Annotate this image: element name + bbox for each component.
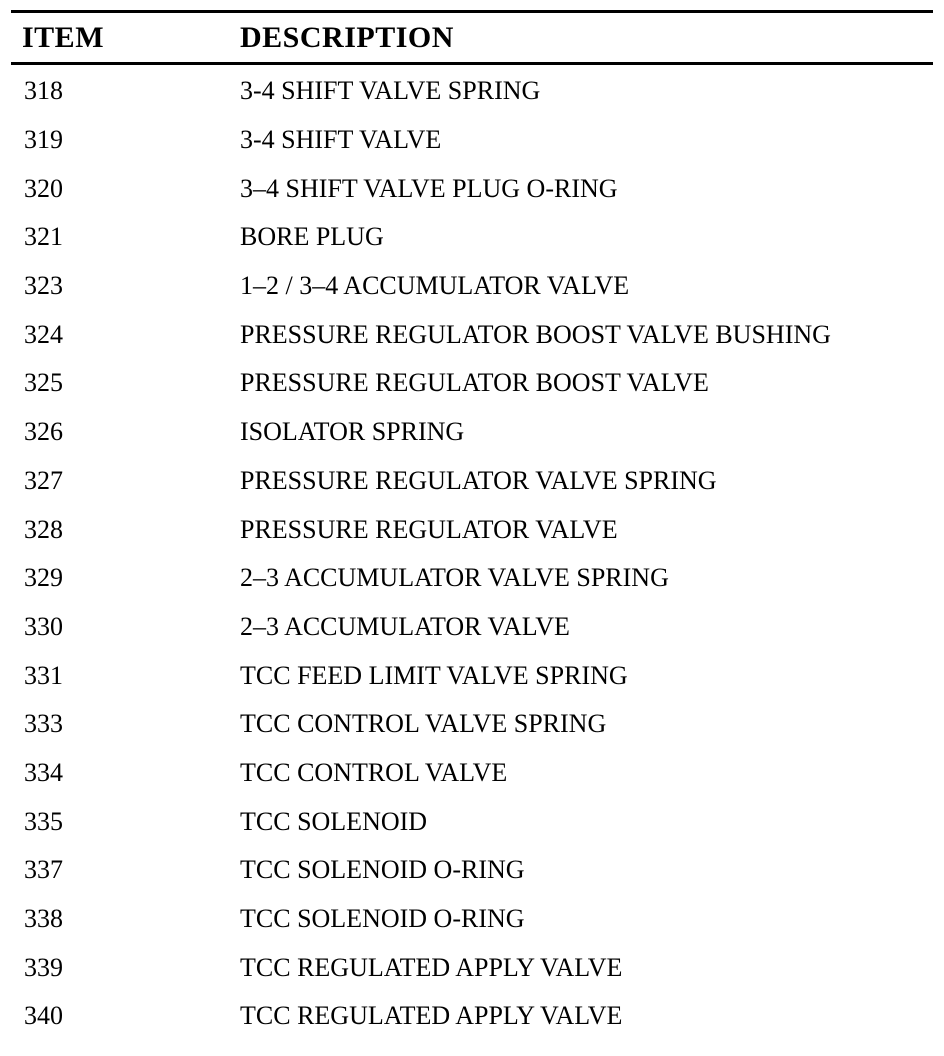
item-description: TCC REGULATED APPLY VALVE <box>240 952 623 982</box>
item-description: 3-4 SHIFT VALVE <box>240 125 442 155</box>
table-row <box>11 749 933 798</box>
table-row <box>11 992 933 1041</box>
item-description: TCC FEED LIMIT VALVE SPRING <box>240 660 628 690</box>
table-row <box>11 116 933 165</box>
item-number: 340 <box>24 1001 63 1031</box>
parts-table <box>11 10 933 1041</box>
item-number: 319 <box>24 125 63 155</box>
item-number: 331 <box>24 660 63 690</box>
table-row <box>11 213 933 262</box>
item-description: PRESSURE REGULATOR BOOST VALVE BUSHING <box>240 319 831 349</box>
table-row <box>11 895 933 944</box>
table-row <box>11 457 933 506</box>
item-description: PRESSURE REGULATOR VALVE <box>240 514 618 544</box>
item-description: TCC SOLENOID <box>240 806 428 836</box>
item-number: 338 <box>24 904 63 934</box>
item-number: 339 <box>24 952 63 982</box>
item-number: 328 <box>24 514 63 544</box>
item-description: PRESSURE REGULATOR VALVE SPRING <box>240 465 717 495</box>
item-number: 320 <box>24 173 63 203</box>
item-description: TCC SOLENOID O-RING <box>240 904 525 934</box>
item-number: 324 <box>24 319 63 349</box>
item-number: 327 <box>24 465 63 495</box>
item-number: 318 <box>24 76 63 106</box>
table-row <box>11 408 933 457</box>
item-description: 3–4 SHIFT VALVE PLUG O-RING <box>240 173 618 203</box>
item-number: 323 <box>24 271 63 301</box>
table-row <box>11 359 933 408</box>
item-description: ISOLATOR SPRING <box>240 417 465 447</box>
table-row <box>11 700 933 749</box>
item-description: PRESSURE REGULATOR BOOST VALVE <box>240 368 709 398</box>
item-number: 329 <box>24 563 63 593</box>
table-row <box>11 505 933 554</box>
table-row <box>11 651 933 700</box>
item-number: 321 <box>24 222 63 252</box>
table-row <box>11 262 933 311</box>
table-row <box>11 943 933 992</box>
item-description: TCC REGULATED APPLY VALVE <box>240 1001 623 1031</box>
item-description: 2–3 ACCUMULATOR VALVE SPRING <box>240 563 669 593</box>
header-description: DESCRIPTION <box>240 20 454 54</box>
table-body <box>11 67 933 1041</box>
item-number: 333 <box>24 709 63 739</box>
item-number: 326 <box>24 417 63 447</box>
header-item: ITEM <box>22 20 105 54</box>
item-number: 330 <box>24 611 63 641</box>
table-row <box>11 603 933 652</box>
table-row <box>11 310 933 359</box>
table-row <box>11 67 933 116</box>
item-description: 3-4 SHIFT VALVE SPRING <box>240 76 541 106</box>
item-description: TCC SOLENOID O-RING <box>240 855 525 885</box>
table-row <box>11 554 933 603</box>
table-row <box>11 164 933 213</box>
item-description: 1–2 / 3–4 ACCUMULATOR VALVE <box>240 271 630 301</box>
item-number: 335 <box>24 806 63 836</box>
item-number: 337 <box>24 855 63 885</box>
item-number: 334 <box>24 757 63 787</box>
table-row <box>11 846 933 895</box>
item-description: 2–3 ACCUMULATOR VALVE <box>240 611 570 641</box>
item-number: 325 <box>24 368 63 398</box>
item-description: TCC CONTROL VALVE <box>240 757 508 787</box>
item-description: BORE PLUG <box>240 222 384 252</box>
table-header <box>11 13 933 65</box>
item-description: TCC CONTROL VALVE SPRING <box>240 709 607 739</box>
table-row <box>11 797 933 846</box>
